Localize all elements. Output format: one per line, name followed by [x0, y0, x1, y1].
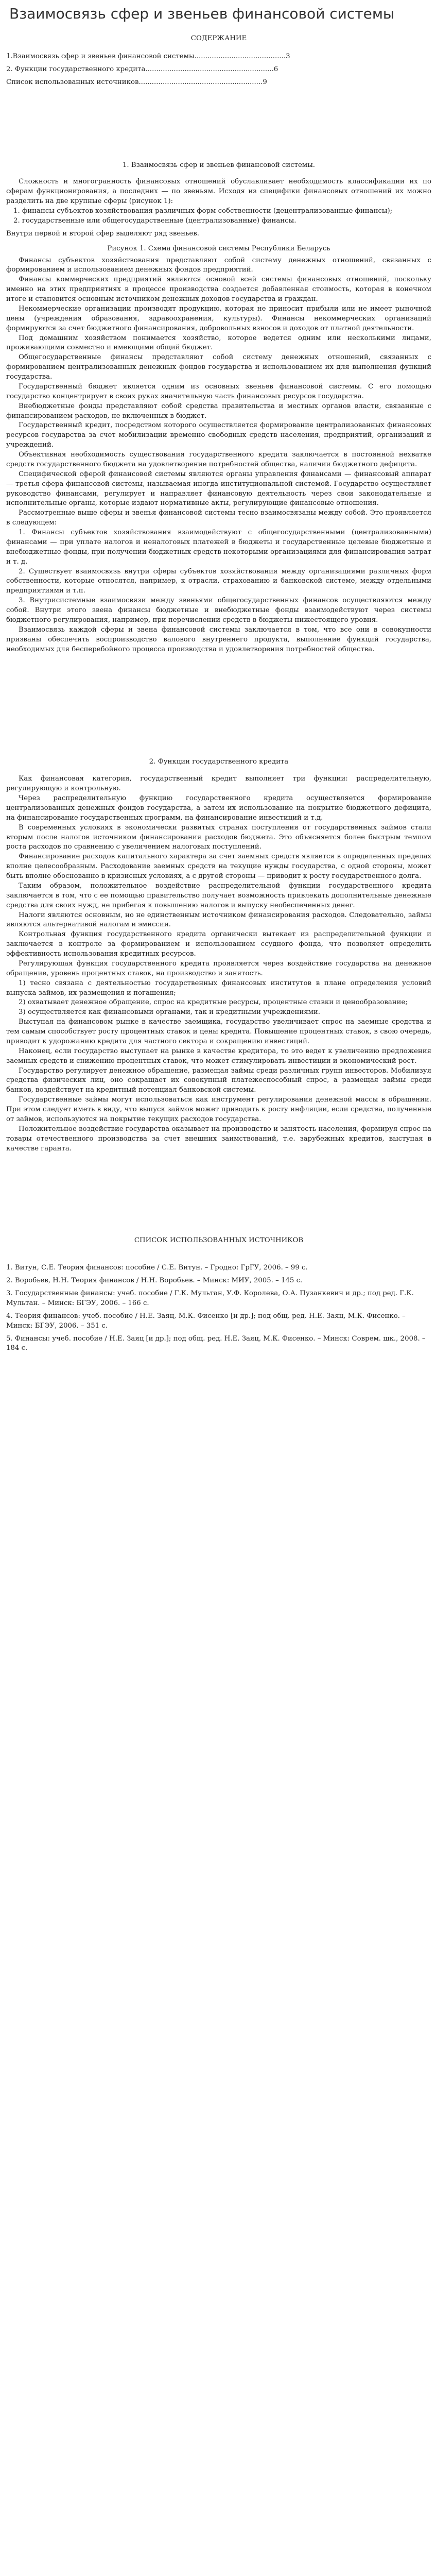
toc-item: 2. Функции государственного кредита...........................................................6: [6, 65, 278, 73]
paragraph: Общегосударственные финансы представляют собой систему денежных отношений, связанных с формированием централизованных денежных фондов государства и использованием их для выполнения функций государства.: [6, 353, 431, 381]
paragraph: Некоммерческие организации производят продукцию, которая не приносит прибыли или не имеет рыночной цены (учреждения образования, здравоохранения, культуры). Финансы некоммерческих организаций формируются за счет бюджетного финансирования, добровольных взносов и доходов от платной деятельности.: [6, 304, 431, 332]
paragraph: Положительное воздействие государства оказывает на производство и занятость населения, формируя спрос на товары отечественного производства за счет внешних заимствований, т.е. зарубежных кредитов, выступая в качестве гаранта.: [6, 1125, 431, 1153]
paragraph: Контрольная функция государственного кредита органически вытекает из распределительной функции и заключается в контроле за формированием и использованием ссудного фонда, что позволяет определить эффективность использования кредитных ресурсов.: [6, 930, 431, 958]
paragraph: Рассмотренные выше сферы и звенья финансовой системы тесно взаимосвязаны между собой. Это проявляется в следующем:: [6, 509, 431, 527]
figure-caption: Рисунок 1. Схема финансовой системы Республики Беларусь: [107, 244, 330, 252]
paragraph: 2) охватывает денежное обращение, спрос на кредитные ресурсы, процентные ставки и ценообразование;: [19, 998, 408, 1007]
paragraph: 1. Финансы субъектов хозяйствования взаимодействуют с общегосударственными (централизованными) финансами — при уплате налогов и неналоговых платежей в бюджеты и государственные целевые бюджетные и внебюджетные фонды, при получении бюджетных средств некоторыми организациями для финансирования затрат и т. д.: [6, 529, 431, 566]
section-2: [6, 757, 431, 1154]
toc-item: Список использованных источников.........................................................9: [6, 78, 267, 86]
paragraph: Таким образом, положительное воздействие распределительной функции государственного кредита заключается в том, что с ее помощью правительство получает возможность привлекать дополнительные денежные средства для своих нужд, не прибегая к повышению налогов и выпуску необеспеченных денег.: [6, 882, 431, 909]
paragraph: 1) тесно связана с деятельностью государственных финансовых институтов в плане определения условий выпуска займов, их размещения и погашения;: [6, 979, 431, 997]
paragraph: Наконец, если государство выступает на рынке в качестве кредитора, то это ведет к увеличению предложения заемных средств и снижению процентных ставок, что может стимулировать инвестиции и экономический рост.: [6, 1047, 431, 1065]
reference-item: 1. Витун, С.Е. Теория финансов: пособие / С.Е. Витун. – Гродно: ГрГУ, 2006. – 99 с.: [6, 1264, 308, 1272]
paragraph: Финансирование расходов капитального характера за счет заемных средств является в определенных пределах вполне целесообразным. Расходование заемных средств на текущие нужды государства, с одной стороны, может быть вполне обоснованно в кризисных условиях, а с другой стороны — приводит к росту государственного долга.: [6, 853, 431, 880]
paragraph: Внебюджетные фонды представляют собой средства правительства и местных органов власти, связанные с финансированием расходов, не включенных в бюджет.: [6, 402, 431, 420]
section-heading: 1. Взаимосвязь сфер и звеньев финансовой системы.: [122, 161, 316, 169]
paragraph: Выступая на финансовом рынке в качестве заемщика, государство увеличивает спрос на заемные средства и тем самым способствует росту процентных ставок и цены кредита. Повышение процентных ставок, в свою очередь, приводит к удорожанию кредита для частного сектора и сокращению инвестиций.: [6, 1018, 431, 1045]
table-of-contents: [6, 34, 431, 88]
page-title: Взаимосвязь сфер и звеньев финансовой системы: [9, 5, 395, 22]
paragraph: Взаимосвязь каждой сферы и звена финансовой системы заключается в том, что все они в совокупности призваны обеспечить воспроизводство валового внутреннего продукта, выполнение функций государства, необходимых для бесперебойного процесса производства и удовлетворения потребностей общества.: [6, 625, 431, 653]
paragraph: Специфической сферой финансовой системы являются органы управления финансами — финансовый аппарат — третья сфера финансовой системы, называемая иногда институциональной системой. Государство осуществляет руководство финансами, регулирует и направляет финансовую деятельность через свои законодательные и исполнительные органы, которые издают нормативные акты, регулирующие финансовые отношения.: [6, 470, 431, 507]
document-body: [6, 34, 431, 1357]
paragraph: Финансы субъектов хозяйствования представляют собой систему денежных отношений, связанных с формированием и использованием денежных фондов предприятий.: [6, 256, 431, 274]
paragraph: Налоги являются основным, но не единственным источником финансирования расходов. Следовательно, займы являются альтернативой налогам и эмиссии.: [6, 911, 431, 929]
reference-item: 3. Государственные финансы: учеб. пособие / Г.К. Мультан, У.Ф. Королева, О.А. Пузанкевич и др.; под ред. Г.К. Мультан. – Минск: БГЭУ, 2006. – 166 с.: [6, 1290, 414, 1307]
paragraph: Сложность и многогранность финансовых отношений обуславливает необходимость классификации их по сферам функционирования, а последних — по звеньям. Исходя из специфики финансовых отношений их можно разделить на две крупные сферы (рисунок 1):: [6, 178, 431, 206]
paragraph: Объективная необходимость существования государственного кредита заключается в постоянной нехватке средств государственного бюджета на удовлетворение потребностей общества, наличии бюджетного дефицита.: [6, 451, 431, 468]
paragraph: Финансы коммерческих предприятий являются основой всей системы финансовых отношений, поскольку именно на этих предприятиях в процессе производства создается добавленная стоимость, которая в конечном итоге и становится основным источником денежных доходов государства и граждан.: [6, 276, 431, 303]
paragraph: Государственные займы могут использоваться как инструмент регулирования денежной массы в обращении. При этом следует иметь в виду, что выпуск займов может приводить к росту инфляции, если средства, полученные от займов, используются на покрытие текущих расходов государства.: [6, 1096, 431, 1123]
paragraph: Через распределительную функцию государственного кредита осуществляется формирование централизованных денежных фондов государства, а затем их использование на покрытие бюджетного дефицита, на финансирование государственных программ, на финансирование инвестиций и т.д.: [6, 794, 431, 822]
paragraph: 2. Существует взаимосвязь внутри сферы субъектов хозяйствования между организациями различных форм собственности, которые относятся, например, к отрасли, страхованию и банковской системе, между отдельными предприятиями и т.п.: [6, 567, 431, 595]
list-item: 1. финансы субъектов хозяйствования различных форм собственности (децентрализованные финансы);: [13, 207, 393, 215]
references-heading: СПИСОК ИСПОЛЬЗОВАННЫХ ИСТОЧНИКОВ: [134, 1236, 304, 1245]
toc-heading: СОДЕРЖАНИЕ: [190, 35, 247, 42]
paragraph: В современных условиях в экономически развитых странах поступления от государственных займов стали вторым после налогов источником финансирования расходов бюджета. Это объясняется более быстрым темпом роста расходов по сравнению с увеличением налоговых поступлений.: [6, 823, 431, 851]
paragraph: Государственный бюджет является одним из основных звеньев финансовой системы. С его помощью государство концентрирует в своих руках значительную часть финансовых ресурсов государства.: [6, 382, 431, 400]
section-1: [6, 161, 431, 655]
paragraph: Под домашним хозяйством понимается хозяйство, которое ведется одним или несколькими лицами, проживающими совместно и имеющими общий бюджет.: [6, 334, 431, 352]
paragraph: Внутри первой и второй сфер выделяют ряд звеньев.: [6, 229, 199, 238]
reference-item: 4. Теория финансов: учеб. пособие / Н.Е. Заяц, М.К. Фисенко [и др.]; под общ. ред. Н.Е. Заяц, М.К. Фисенко. – Минск: БГЭУ, 2006. – 351 с.: [6, 1312, 406, 1330]
section-heading: 2. Функции государственного кредита: [149, 758, 289, 766]
paragraph: Государство регулирует денежное обращение, размещая займы среди различных групп инвесторов. Мобилизуя средства физических лиц, оно сокращает их совокупный платежеспособный спрос, а размещая займы среди банков, воздействует на кредитный потенциал банковской системы.: [6, 1066, 431, 1094]
reference-item: 5. Финансы: учеб. пособие / Н.Е. Заяц [и др.]; под общ. ред. Н.Е. Заяц, М.К. Фисенко. – Минск: Соврем. шк., 2008. – 184 с.: [6, 1334, 426, 1352]
toc-item: 1.Взаимосвязь сфер и звеньев финансовой системы..........................................3: [6, 52, 290, 60]
paragraph: Государственный кредит, посредством которого осуществляется формирование централизованных финансовых ресурсов государства за счет мобилизации временно свободных средств населения, предприятий, организаций и учреждений.: [6, 421, 431, 449]
paragraph: 3. Внутрисистемные взаимосвязи между звеньями общегосударственных финансов осуществляются между собой. Внутри этого звена финансы бюджетные и внебюджетные фонды взаимодействуют через системы бюджетного регулирования, например, при перечислении средств в бюджеты нижестоящего уровня.: [6, 597, 431, 624]
list-item: 2. государственные или общегосударственные (централизованные) финансы.: [13, 216, 297, 225]
reference-item: 2. Воробьев, Н.Н. Теория финансов / Н.Н. Воробьев. – Минск: МИУ, 2005. – 145 с.: [6, 1277, 303, 1285]
paragraph: Как финансовая категория, государственный кредит выполняет три функции: распределительную, регулирующую и контрольную.: [6, 775, 431, 793]
paragraph: 3) осуществляется как финансовыми органами, так и кредитными учреждениями.: [19, 1008, 321, 1016]
references-section: [6, 1236, 431, 1353]
paragraph: Регулирующая функция государственного кредита проявляется через воздействие государства на денежное обращение, уровень процентных ставок, на производство и занятость.: [6, 959, 431, 977]
